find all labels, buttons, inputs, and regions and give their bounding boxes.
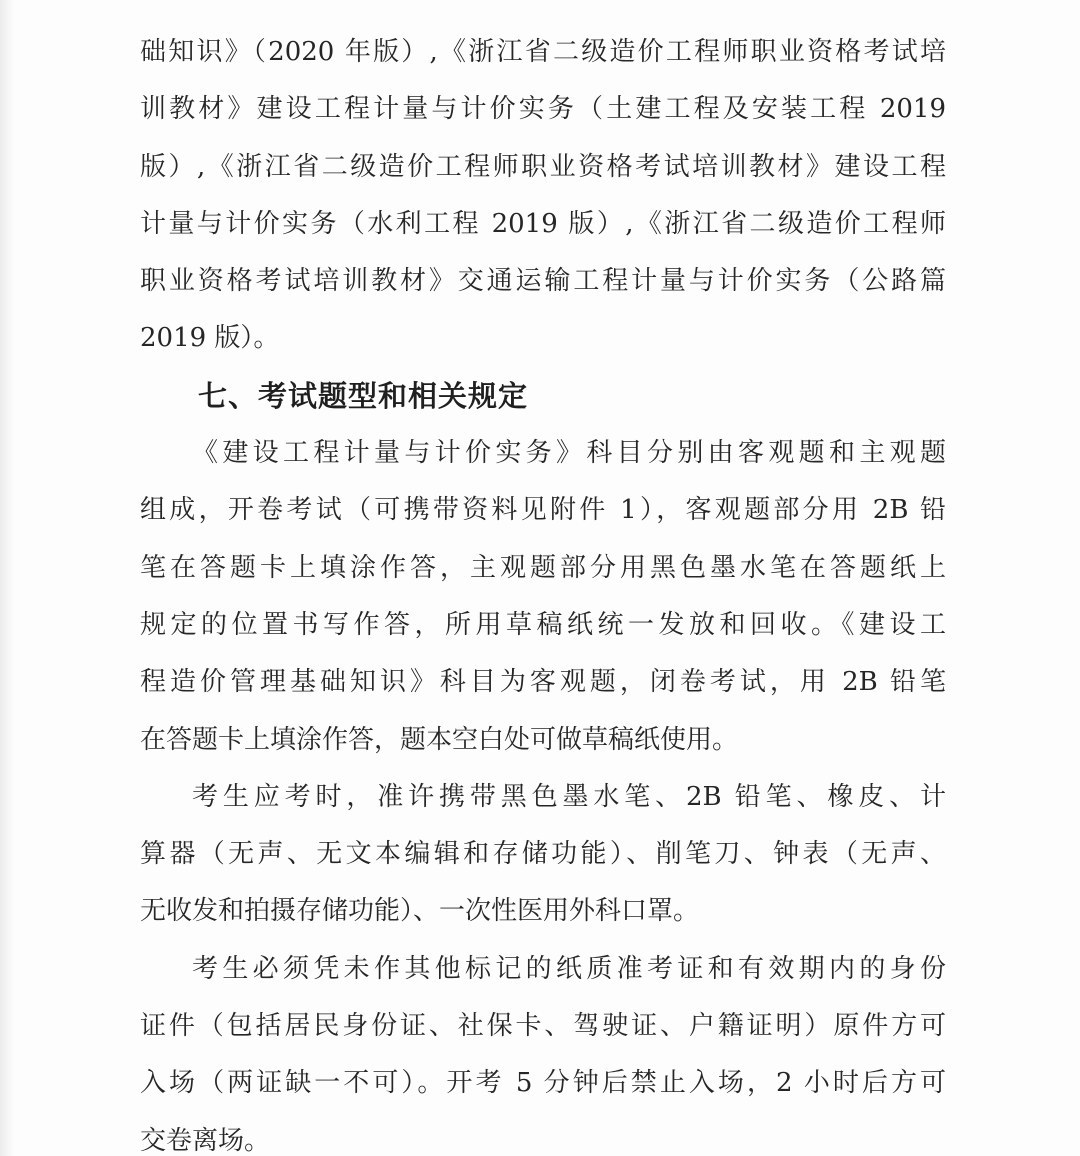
text-line: 证件（包括居民身份证、社保卡、驾驶证、户籍证明）原件方可 (140, 1011, 946, 1042)
text-line: 训教材》建设工程计量与计价实务（土建工程及安装工程 2019 (140, 94, 946, 125)
text-line: 版）,《浙江省二级造价工程师职业资格考试培训教材》建设工程 (140, 151, 946, 182)
document-content (140, 24, 946, 1156)
text-line: 程造价管理基础知识》科目为客观题，闭卷考试，用 2B 铅笔 (140, 667, 946, 698)
text-line: 计量与计价实务（水利工程 2019 版）,《浙江省二级造价工程师 (140, 208, 946, 239)
text-line: 无收发和拍摄存储功能）、一次性医用外科口罩。 (140, 896, 700, 927)
text-line: 交卷离场。 (140, 1125, 271, 1156)
text-line: 考生应考时，准许携带黑色墨水笔、2B 铅笔、橡皮、计 (192, 781, 946, 812)
text-line: 笔在答题卡上填涂作答，主观题部分用黑色墨水笔在答题纸上 (140, 552, 946, 583)
text-line: 规定的位置书写作答，所用草稿纸统一发放和回收。《建设工 (140, 609, 946, 640)
text-line: 算器（无声、无文本编辑和存储功能）、削笔刀、钟表（无声、 (140, 839, 946, 870)
text-line: 考生必须凭未作其他标记的纸质准考证和有效期内的身份 (192, 953, 946, 984)
text-line: 2019 版）。 (140, 323, 280, 354)
text-line: 础知识》（2020 年版）,《浙江省二级造价工程师职业资格考试培 (140, 37, 946, 67)
section-heading: 七、考试题型和相关规定 (198, 378, 529, 413)
text-line: 入场（两证缺一不可）。开考 5 分钟后禁止入场，2 小时后方可 (140, 1068, 946, 1099)
text-line: 《建设工程计量与计价实务》科目分别由客观题和主观题 (192, 438, 946, 469)
text-line: 组成，开卷考试（可携带资料见附件 1），客观题部分用 2B 铅 (140, 495, 946, 526)
text-line: 职业资格考试培训教材》交通运输工程计量与计价实务（公路篇 (140, 266, 946, 297)
text-line: 在答题卡上填涂作答，题本空白处可做草稿纸使用。 (140, 724, 739, 755)
